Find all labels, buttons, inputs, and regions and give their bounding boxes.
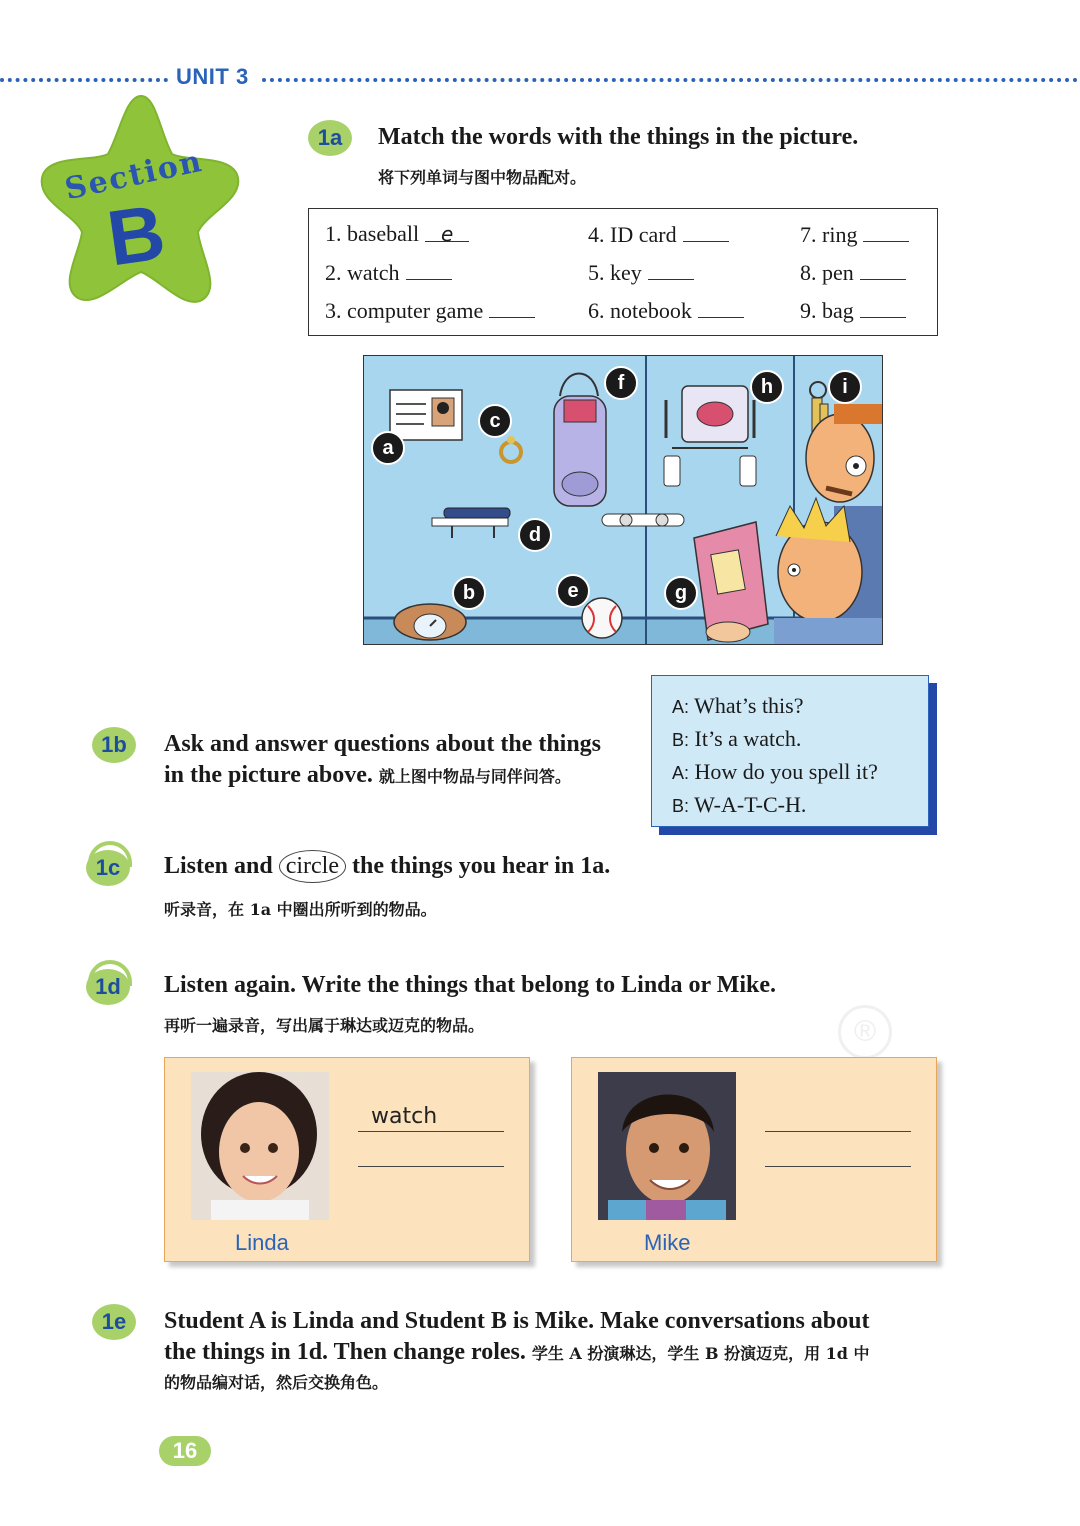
picture-label-c: c bbox=[478, 404, 512, 438]
watch-icon bbox=[394, 604, 466, 640]
exercise-1e-line1: Student A is Linda and Student B is Mike. Make conversations about bbox=[164, 1308, 870, 1334]
door-handle-icon bbox=[602, 514, 684, 526]
lost-and-found-picture bbox=[363, 355, 883, 645]
picture-label-h: h bbox=[750, 370, 784, 404]
linda-photo bbox=[191, 1072, 329, 1220]
header-dotted-rule-left bbox=[0, 78, 168, 82]
exercise-1b-title-line2: in the picture above. 就上图中物品与同伴问答。 bbox=[164, 762, 571, 788]
badge-1d-text: 1d bbox=[95, 974, 121, 999]
dialogue-line-2: B: It’s a watch. bbox=[672, 726, 802, 751]
page-number: 16 bbox=[159, 1436, 211, 1466]
answer-blank-5[interactable] bbox=[648, 259, 694, 280]
mike-photo bbox=[598, 1072, 736, 1220]
picture-label-f: f bbox=[604, 366, 638, 400]
id-card-icon bbox=[390, 390, 462, 440]
exercise-1b-title-line1: Ask and answer questions about the things bbox=[164, 731, 602, 757]
mike-name: Mike bbox=[644, 1230, 691, 1255]
answer-blank-3[interactable] bbox=[489, 297, 535, 318]
exercise-badge-1e: 1e bbox=[92, 1304, 136, 1340]
answer-blank-4[interactable] bbox=[683, 221, 729, 242]
picture-label-i: i bbox=[828, 370, 862, 404]
picture-label-b: b bbox=[452, 576, 486, 610]
linda-card bbox=[164, 1057, 530, 1262]
answer-blank-1[interactable] bbox=[425, 221, 469, 246]
header-dotted-rule-right bbox=[262, 78, 1078, 82]
answer-blank-8[interactable] bbox=[860, 259, 906, 280]
picture-label-a: a bbox=[371, 431, 405, 465]
linda-answer-line-2[interactable] bbox=[358, 1166, 504, 1167]
exercise-badge-1a: 1a bbox=[308, 120, 352, 156]
exercise-badge-1c bbox=[86, 850, 130, 886]
exercise-1e-chinese-1: 学生 A 扮演琳达，学生 B 扮演迈克，用 1d 中 bbox=[531, 1344, 870, 1363]
linda-answer-line-1[interactable] bbox=[358, 1131, 504, 1132]
word-list-box bbox=[308, 208, 938, 336]
answer-blank-2[interactable] bbox=[406, 259, 452, 280]
exercise-1c-chinese: 听录音，在 1a 中圈出所听到的物品。 bbox=[164, 900, 437, 919]
word-item-2: 2. watch bbox=[325, 259, 452, 286]
picture-label-g: g bbox=[664, 576, 698, 610]
linda-answer-1: watch bbox=[371, 1104, 438, 1129]
exercise-1a-chinese: 将下列单词与图中物品配对。 bbox=[378, 168, 587, 187]
word-item-3: 3. computer game bbox=[325, 297, 535, 324]
word-item-6: 6. notebook bbox=[588, 297, 744, 324]
mike-answer-line-1[interactable] bbox=[765, 1131, 911, 1132]
answer-blank-9[interactable] bbox=[860, 297, 906, 318]
section-word: Section bbox=[61, 143, 207, 208]
section-star-badge bbox=[38, 92, 244, 306]
dialogue-line-3: A: How do you spell it? bbox=[672, 759, 878, 784]
answer-blank-6[interactable] bbox=[698, 297, 744, 318]
exercise-1e-chinese-2: 的物品编对话，然后交换角色。 bbox=[164, 1373, 389, 1392]
exercise-1c-title: Listen and circle the things you hear in 1a. bbox=[164, 850, 610, 883]
picture-label-e: e bbox=[556, 574, 590, 608]
exercise-1a-title: Match the words with the things in the picture. bbox=[378, 124, 859, 150]
unit-label: UNIT 3 bbox=[176, 64, 249, 89]
word-item-9: 9. bag bbox=[800, 297, 906, 324]
exercise-1e-line2: the things in 1d. Then change roles. 学生 A 扮演琳达，学生 B 扮演迈克，用 1d 中 bbox=[164, 1339, 870, 1365]
exercise-badge-1b: 1b bbox=[92, 727, 136, 763]
registered-watermark-icon: ® bbox=[838, 1005, 892, 1059]
mike-card bbox=[571, 1057, 937, 1262]
exercise-badge-1d bbox=[86, 969, 130, 1005]
answer-text-1: e bbox=[440, 222, 454, 246]
badge-1c-text: 1c bbox=[95, 855, 121, 880]
exercise-1b-chinese: 就上图中物品与同伴问答。 bbox=[378, 767, 571, 786]
notebook-icon bbox=[694, 522, 768, 642]
dialogue-box bbox=[651, 675, 929, 827]
dialogue-line-1: A: What’s this? bbox=[672, 693, 804, 718]
word-item-4: 4. ID card bbox=[588, 221, 729, 248]
linda-name: Linda bbox=[235, 1230, 289, 1255]
exercise-1d-title: Listen again. Write the things that belong to Linda or Mike. bbox=[164, 972, 777, 998]
dialogue-line-4: B: W-A-T-C-H. bbox=[672, 792, 807, 817]
word-item-8: 8. pen bbox=[800, 259, 906, 286]
word-item-5: 5. key bbox=[588, 259, 694, 286]
picture-label-d: d bbox=[518, 518, 552, 552]
word-item-1: 1. baseball e bbox=[325, 221, 469, 247]
mike-answer-line-2[interactable] bbox=[765, 1166, 911, 1167]
section-letter: B bbox=[102, 187, 171, 283]
circled-word: circle bbox=[279, 850, 346, 883]
baseball-icon bbox=[582, 598, 622, 638]
exercise-1d-chinese: 再听一遍录音，写出属于琳达或迈克的物品。 bbox=[164, 1016, 485, 1035]
word-item-7: 7. ring bbox=[800, 221, 909, 248]
answer-blank-7[interactable] bbox=[863, 221, 909, 242]
